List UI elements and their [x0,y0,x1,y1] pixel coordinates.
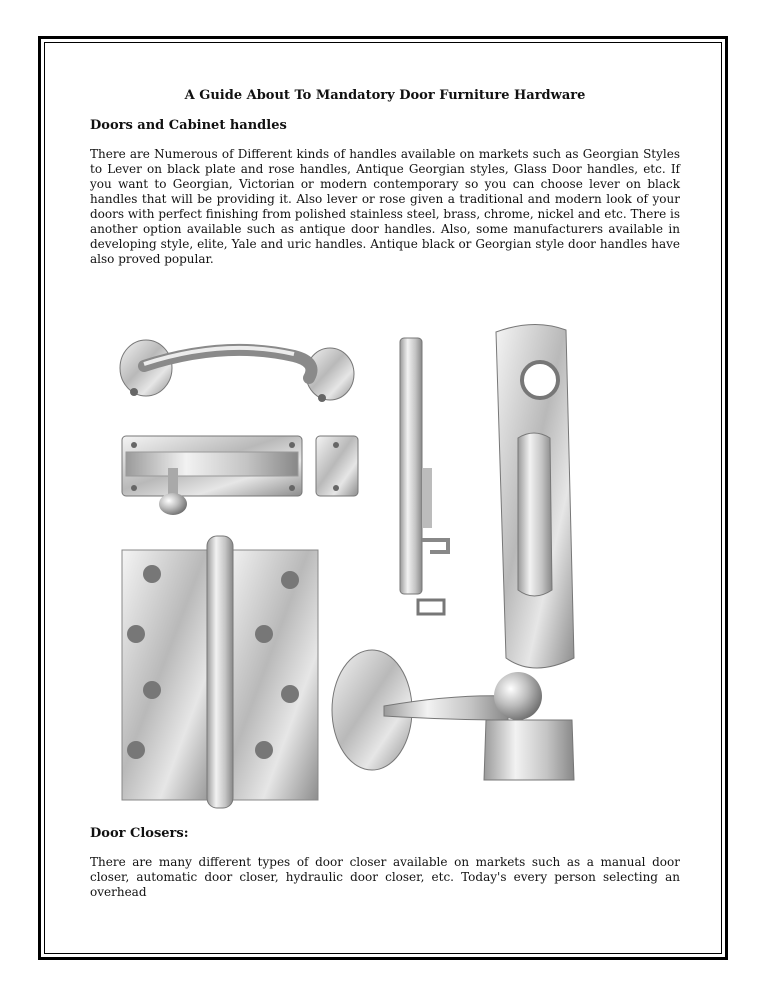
door-closers-section [90,826,680,900]
door-stop-image [332,650,574,780]
section-paragraph-handles: There are Numerous of Different kinds of handles available on markets such as Georgian Styles to Lever on black plate and rose handles, Antique Georgian styles, Glass Door handles, etc. If you want to Georgian, Victorian or modern contemporary so you can choose lever on black handles that will be providing it. Also lever or rose given a traditional and modern look of your doors with perfect finishing from polished stainless steel, brass, chrome, nickel and etc. There is another option available such as antique door handles. Also, some manufacturers available in developing style, elite, Yale and uric handles. Antique black or Georgian style door handles have also proved popular. [90,147,680,266]
section-heading-handles: Doors and Cabinet handles [90,118,287,133]
document-body [90,88,680,267]
flush-bolt-image [400,338,448,614]
section-heading-closers: Door Closers: [90,826,189,841]
document-title: A Guide About To Mandatory Door Furniture Hardware [184,88,586,103]
cabin-hook-image [120,340,354,402]
tower-bolt-image [122,436,358,515]
section-paragraph-closers: There are many different types of door closer available on markets such as a manual door closer, automatic door closer, hydraulic door closer, etc. Today's every person selecting an overhead [90,855,680,899]
butt-hinge-image [122,536,318,808]
pull-handle-plate-image [496,324,574,668]
hardware-product-image [104,318,584,818]
